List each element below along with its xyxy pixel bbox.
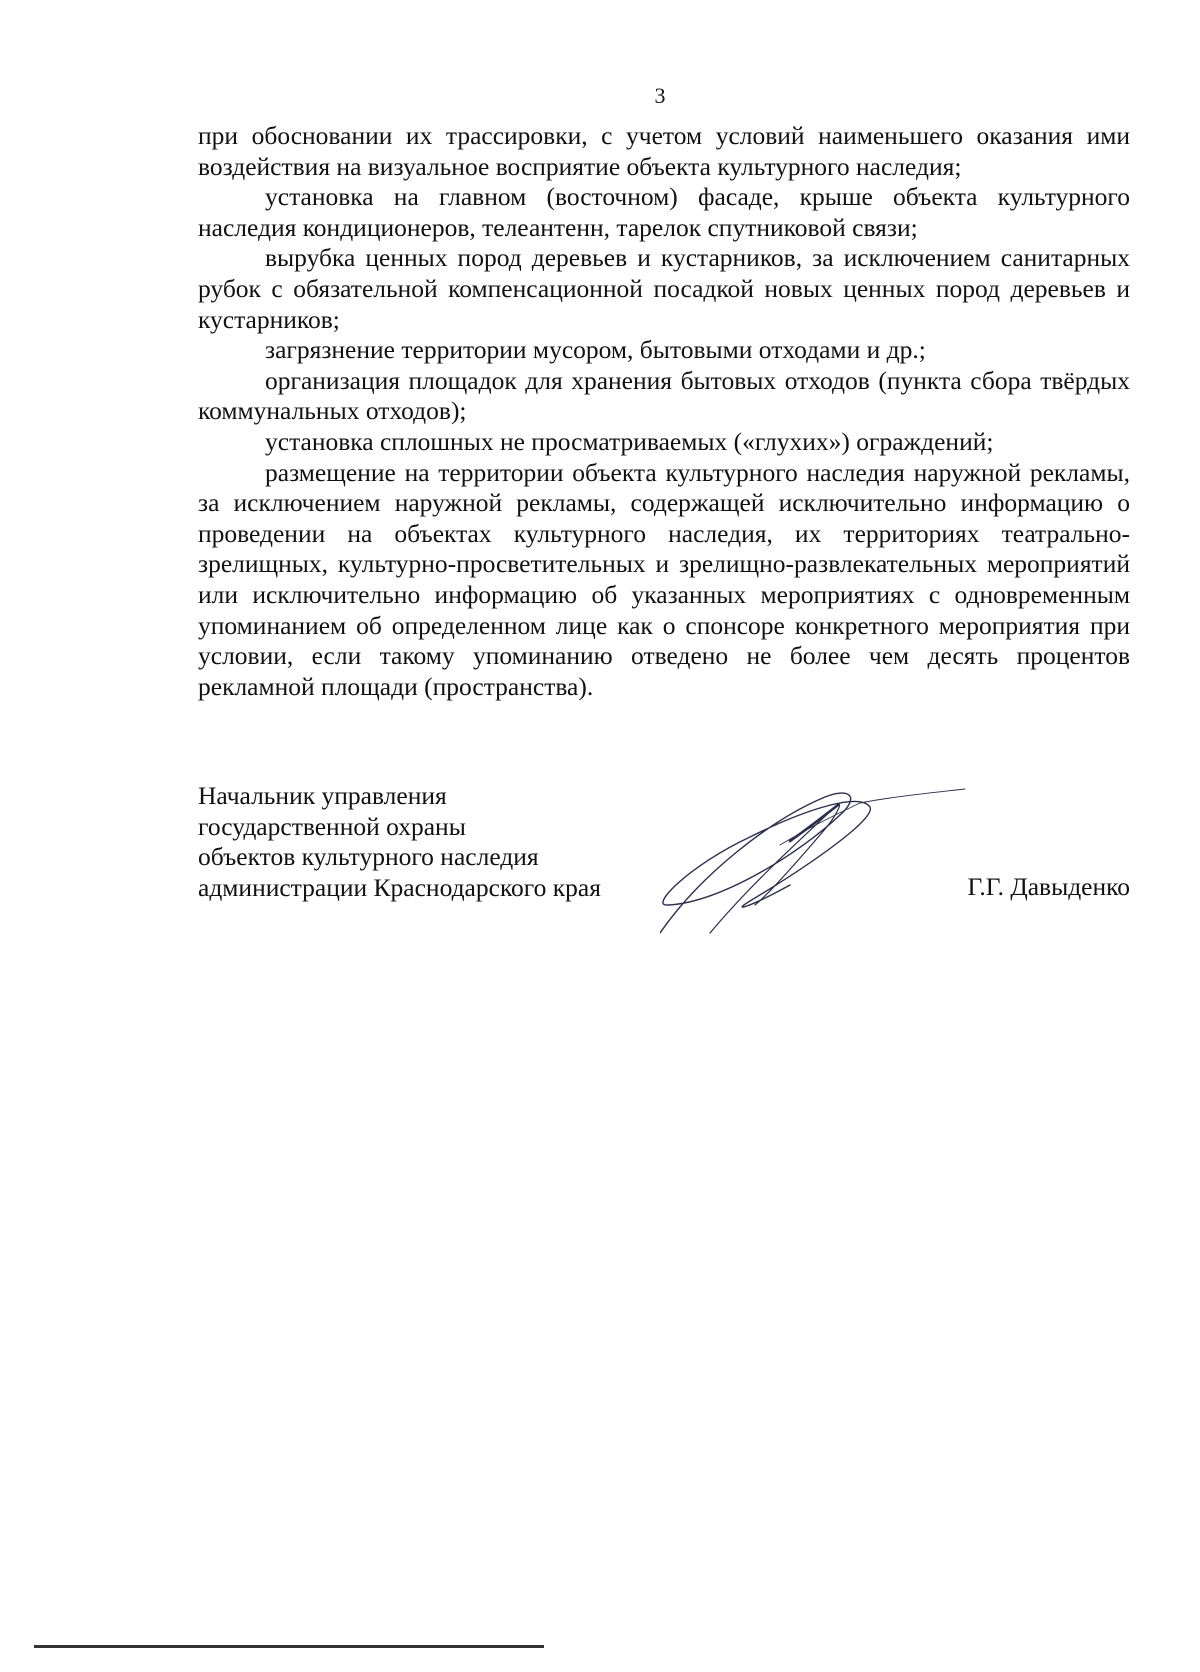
paragraph-item: загрязнение территории мусором, бытовыми отходами и др.;: [265, 335, 926, 365]
paragraph-item: установка на главном (восточном) фасаде, крыше объекта культурного наследия кондиционеров, телеантенн, тарелок спутниковой связи;: [198, 182, 1130, 242]
paragraph-item: установка сплошных не просматриваемых («глухих») ограждений;: [265, 426, 994, 456]
position-line: Начальник управления: [198, 781, 447, 810]
paragraph-item: организация площадок для хранения бытовых отходов (пункта сбора твёрдых коммунальных отходов);: [198, 365, 1130, 426]
signer-name: Г.Г. Давыденко: [967, 872, 1130, 901]
body-text: [198, 121, 1130, 702]
paragraph-item: вырубка ценных пород деревьев и кустарников, за исключением санитарных рубок с обязательной компенсационной посадкой новых ценных пород деревьев и кустарников;: [198, 243, 1130, 334]
paragraph-continuation: при обосновании их трассировки, с учетом условий наименьшего оказания ими воздействия на визуальное восприятие объекта культурного наследия;: [198, 121, 1130, 181]
position-line: государственной охраны: [198, 811, 466, 841]
footer-rule: [34, 1645, 544, 1648]
signatory-position: [198, 781, 601, 903]
position-line: объектов культурного наследия: [198, 842, 539, 871]
handwritten-signature: [660, 785, 970, 935]
position-line: администрации Краснодарского края: [198, 872, 601, 902]
page-number: 3: [654, 83, 666, 108]
paragraph-item: размещение на территории объекта культурного наследия наружной рекламы, за исключением наружной рекламы, содержащей исключительно информацию о проведении на объектах культурного наследия, их территориях театрально-зрелищных, культурно-просветительных и зрелищно-развлекательных мероприятий или исключительно информацию об указанных мероприятиях с одновременным упоминанием об определенном лице как о спонсоре конкретного мероприятия при условии, если такому упоминанию отведено не более чем десять процентов рекламной площади (пространства).: [198, 457, 1130, 701]
